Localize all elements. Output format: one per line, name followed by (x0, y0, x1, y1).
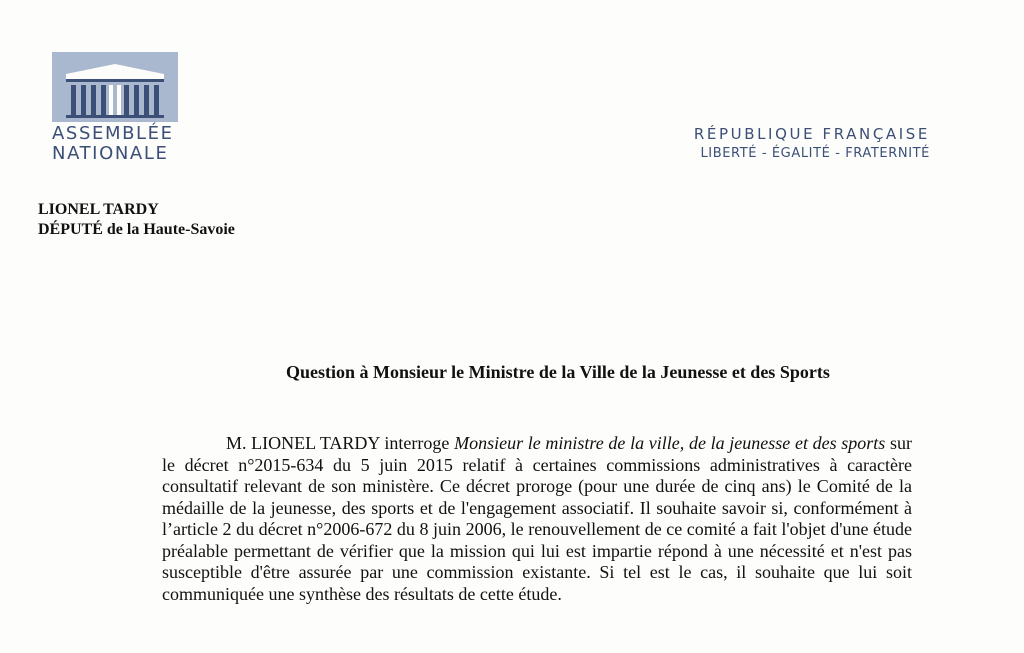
question-body (162, 433, 912, 605)
author-title-rest: de la Haute-Savoie (102, 221, 235, 238)
question-intro: M. LIONEL TARDY interroge (226, 433, 455, 453)
author-block (38, 200, 235, 240)
republic-title: RÉPUBLIQUE FRANÇAISE (693, 125, 930, 143)
logo-line-1: ASSEMBLÉE (52, 123, 174, 144)
author-name: LIONEL TARDY (38, 201, 159, 218)
question-addressee: Monsieur le ministre de la ville, de la jeunesse et des sports (454, 433, 886, 453)
author-title (38, 220, 235, 240)
logo-wordmark (52, 124, 182, 164)
republic-motto: LIBERTÉ - ÉGALITÉ - FRATERNITÉ (700, 146, 930, 161)
parliament-building-icon (52, 52, 178, 122)
question-text: sur le décret n°2015-634 du 5 juin 2015 relatif à certaines commissions administratives à caractère consultatif relevant de son ministère. Ce décret proroge (pour une durée de cinq ans) le Comité de la médaille de la jeunesse, des sports et de l'engagement associatif. Il souhaite savoir si, conformément à l’article 2 du décret n°2006-672 du 8 juin 2006, le renouvellement de ce comité a fait l'objet d'une étude préalable permettant de vérifier que la mission qui lui est impartie répond à une nécessité et n'est pas susceptible d'être assurée par une commission existante. Si tel est le cas, il souhaite que lui soit communiquée une synthèse des résultats de cette étude. (162, 433, 912, 604)
republic-header (694, 124, 930, 164)
logo-line-2: NATIONALE (52, 143, 169, 164)
author-title-prefix: DÉPUTÉ (38, 221, 103, 238)
question-title: Question à Monsieur le Ministre de la Ville de la Jeunesse et des Sports (286, 362, 830, 382)
